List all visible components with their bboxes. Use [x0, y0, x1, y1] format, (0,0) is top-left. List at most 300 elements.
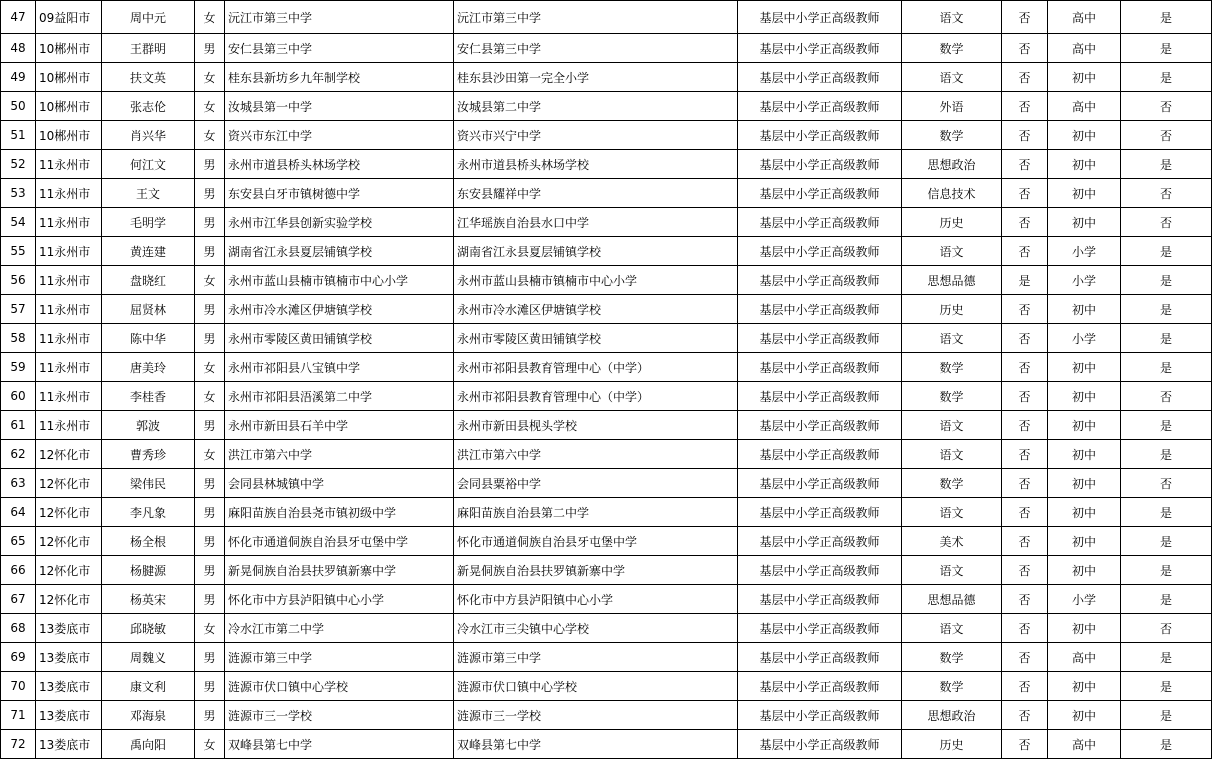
cell-subject: 历史 [902, 208, 1002, 237]
cell-name: 唐美玲 [102, 353, 195, 382]
cell-current-school: 汝城县第一中学 [225, 92, 454, 121]
cell-flag-a: 否 [1002, 208, 1048, 237]
cell-flag-a: 否 [1002, 701, 1048, 730]
cell-title-category: 基层中小学正高级教师 [738, 179, 902, 208]
cell-subject: 语文 [902, 498, 1002, 527]
cell-city: 12怀化市 [36, 440, 102, 469]
cell-row-number: 70 [1, 672, 36, 701]
cell-flag-b: 否 [1121, 121, 1212, 150]
cell-subject: 思想政治 [902, 701, 1002, 730]
cell-city: 13娄底市 [36, 672, 102, 701]
cell-title-category: 基层中小学正高级教师 [738, 121, 902, 150]
cell-gender: 女 [195, 63, 225, 92]
cell-name: 肖兴华 [102, 121, 195, 150]
cell-original-school: 怀化市通道侗族自治县牙屯堡中学 [454, 527, 738, 556]
cell-school-level: 高中 [1048, 34, 1121, 63]
cell-city: 11永州市 [36, 353, 102, 382]
cell-name: 王文 [102, 179, 195, 208]
cell-city: 10郴州市 [36, 92, 102, 121]
cell-name: 黄连建 [102, 237, 195, 266]
cell-city: 11永州市 [36, 237, 102, 266]
cell-flag-b: 是 [1121, 672, 1212, 701]
cell-school-level: 初中 [1048, 121, 1121, 150]
cell-current-school: 永州市祁阳县浯溪第二中学 [225, 382, 454, 411]
cell-flag-a: 是 [1002, 266, 1048, 295]
cell-name: 周中元 [102, 1, 195, 34]
cell-name: 梁伟民 [102, 469, 195, 498]
cell-row-number: 62 [1, 440, 36, 469]
cell-current-school: 涟源市三一学校 [225, 701, 454, 730]
cell-name: 李凡象 [102, 498, 195, 527]
cell-school-level: 高中 [1048, 730, 1121, 759]
cell-subject: 思想品德 [902, 266, 1002, 295]
cell-flag-a: 否 [1002, 498, 1048, 527]
cell-flag-b: 是 [1121, 266, 1212, 295]
cell-row-number: 59 [1, 353, 36, 382]
cell-flag-a: 否 [1002, 556, 1048, 585]
cell-gender: 女 [195, 121, 225, 150]
cell-gender: 男 [195, 34, 225, 63]
cell-school-level: 初中 [1048, 701, 1121, 730]
cell-city: 11永州市 [36, 295, 102, 324]
cell-row-number: 56 [1, 266, 36, 295]
table-row [1, 324, 1212, 353]
cell-name: 盘晓红 [102, 266, 195, 295]
cell-flag-b: 是 [1121, 295, 1212, 324]
cell-current-school: 麻阳苗族自治县尧市镇初级中学 [225, 498, 454, 527]
cell-title-category: 基层中小学正高级教师 [738, 585, 902, 614]
cell-school-level: 初中 [1048, 411, 1121, 440]
cell-title-category: 基层中小学正高级教师 [738, 266, 902, 295]
cell-row-number: 65 [1, 527, 36, 556]
cell-city: 12怀化市 [36, 585, 102, 614]
cell-title-category: 基层中小学正高级教师 [738, 208, 902, 237]
cell-city: 10郴州市 [36, 63, 102, 92]
cell-flag-a: 否 [1002, 527, 1048, 556]
cell-name: 李桂香 [102, 382, 195, 411]
cell-original-school: 双峰县第七中学 [454, 730, 738, 759]
cell-flag-a: 否 [1002, 672, 1048, 701]
cell-subject: 语文 [902, 614, 1002, 643]
cell-flag-b: 是 [1121, 63, 1212, 92]
cell-row-number: 64 [1, 498, 36, 527]
cell-name: 杨英宋 [102, 585, 195, 614]
cell-city: 13娄底市 [36, 643, 102, 672]
cell-row-number: 69 [1, 643, 36, 672]
table-row [1, 527, 1212, 556]
cell-subject: 历史 [902, 730, 1002, 759]
cell-title-category: 基层中小学正高级教师 [738, 353, 902, 382]
cell-title-category: 基层中小学正高级教师 [738, 63, 902, 92]
cell-flag-a: 否 [1002, 353, 1048, 382]
cell-row-number: 52 [1, 150, 36, 179]
cell-row-number: 61 [1, 411, 36, 440]
cell-gender: 女 [195, 353, 225, 382]
cell-current-school: 资兴市东江中学 [225, 121, 454, 150]
cell-title-category: 基层中小学正高级教师 [738, 556, 902, 585]
cell-school-level: 高中 [1048, 92, 1121, 121]
cell-flag-a: 否 [1002, 295, 1048, 324]
cell-school-level: 初中 [1048, 150, 1121, 179]
cell-row-number: 49 [1, 63, 36, 92]
cell-name: 曹秀珍 [102, 440, 195, 469]
table-row [1, 701, 1212, 730]
table-row [1, 295, 1212, 324]
cell-row-number: 53 [1, 179, 36, 208]
cell-current-school: 永州市冷水滩区伊塘镇学校 [225, 295, 454, 324]
cell-original-school: 永州市祁阳县教育管理中心（中学） [454, 382, 738, 411]
cell-current-school: 永州市祁阳县八宝镇中学 [225, 353, 454, 382]
cell-flag-a: 否 [1002, 440, 1048, 469]
cell-flag-b: 是 [1121, 527, 1212, 556]
cell-current-school: 洪江市第六中学 [225, 440, 454, 469]
cell-city: 09益阳市 [36, 1, 102, 34]
cell-subject: 思想品德 [902, 585, 1002, 614]
cell-current-school: 东安县白牙市镇树德中学 [225, 179, 454, 208]
table-row [1, 730, 1212, 759]
cell-current-school: 怀化市中方县泸阳镇中心小学 [225, 585, 454, 614]
cell-school-level: 小学 [1048, 266, 1121, 295]
cell-city: 12怀化市 [36, 498, 102, 527]
cell-title-category: 基层中小学正高级教师 [738, 498, 902, 527]
cell-city: 12怀化市 [36, 556, 102, 585]
table-row [1, 34, 1212, 63]
table-row [1, 92, 1212, 121]
cell-name: 张志伦 [102, 92, 195, 121]
cell-city: 11永州市 [36, 208, 102, 237]
table-row [1, 208, 1212, 237]
cell-original-school: 涟源市第三中学 [454, 643, 738, 672]
cell-flag-b: 否 [1121, 92, 1212, 121]
cell-title-category: 基层中小学正高级教师 [738, 237, 902, 266]
cell-row-number: 72 [1, 730, 36, 759]
cell-school-level: 初中 [1048, 469, 1121, 498]
cell-original-school: 新晃侗族自治县扶罗镇新寨中学 [454, 556, 738, 585]
cell-city: 11永州市 [36, 266, 102, 295]
cell-gender: 男 [195, 498, 225, 527]
cell-row-number: 47 [1, 1, 36, 34]
cell-school-level: 小学 [1048, 585, 1121, 614]
cell-school-level: 初中 [1048, 498, 1121, 527]
table-row [1, 440, 1212, 469]
cell-subject: 语文 [902, 1, 1002, 34]
cell-flag-a: 否 [1002, 643, 1048, 672]
table-row [1, 266, 1212, 295]
cell-city: 13娄底市 [36, 614, 102, 643]
table-row [1, 121, 1212, 150]
cell-row-number: 60 [1, 382, 36, 411]
cell-original-school: 湖南省江永县夏层铺镇学校 [454, 237, 738, 266]
cell-row-number: 66 [1, 556, 36, 585]
cell-title-category: 基层中小学正高级教师 [738, 295, 902, 324]
cell-city: 11永州市 [36, 179, 102, 208]
cell-subject: 数学 [902, 121, 1002, 150]
cell-flag-a: 否 [1002, 92, 1048, 121]
cell-school-level: 高中 [1048, 643, 1121, 672]
cell-gender: 男 [195, 179, 225, 208]
cell-flag-a: 否 [1002, 237, 1048, 266]
cell-school-level: 初中 [1048, 556, 1121, 585]
cell-gender: 女 [195, 614, 225, 643]
cell-original-school: 永州市新田县枧头学校 [454, 411, 738, 440]
cell-flag-b: 是 [1121, 324, 1212, 353]
cell-school-level: 初中 [1048, 440, 1121, 469]
cell-flag-b: 是 [1121, 34, 1212, 63]
cell-flag-a: 否 [1002, 411, 1048, 440]
cell-title-category: 基层中小学正高级教师 [738, 643, 902, 672]
cell-title-category: 基层中小学正高级教师 [738, 469, 902, 498]
cell-flag-b: 是 [1121, 730, 1212, 759]
cell-name: 陈中华 [102, 324, 195, 353]
table-row [1, 672, 1212, 701]
cell-name: 屈贤林 [102, 295, 195, 324]
cell-gender: 男 [195, 469, 225, 498]
cell-row-number: 67 [1, 585, 36, 614]
cell-subject: 数学 [902, 353, 1002, 382]
cell-flag-a: 否 [1002, 179, 1048, 208]
cell-subject: 语文 [902, 440, 1002, 469]
cell-original-school: 沅江市第三中学 [454, 1, 738, 34]
cell-subject: 语文 [902, 556, 1002, 585]
cell-original-school: 冷水江市三尖镇中心学校 [454, 614, 738, 643]
cell-gender: 男 [195, 643, 225, 672]
cell-subject: 数学 [902, 672, 1002, 701]
cell-city: 11永州市 [36, 411, 102, 440]
cell-original-school: 永州市冷水滩区伊塘镇学校 [454, 295, 738, 324]
table-row [1, 1, 1212, 34]
cell-city: 12怀化市 [36, 469, 102, 498]
cell-subject: 数学 [902, 34, 1002, 63]
table-body [1, 1, 1212, 759]
cell-subject: 数学 [902, 382, 1002, 411]
table-row [1, 353, 1212, 382]
cell-flag-b: 是 [1121, 440, 1212, 469]
cell-school-level: 初中 [1048, 295, 1121, 324]
cell-subject: 信息技术 [902, 179, 1002, 208]
cell-title-category: 基层中小学正高级教师 [738, 382, 902, 411]
cell-current-school: 永州市新田县石羊中学 [225, 411, 454, 440]
cell-subject: 美术 [902, 527, 1002, 556]
cell-flag-a: 否 [1002, 150, 1048, 179]
cell-name: 郭波 [102, 411, 195, 440]
cell-flag-b: 否 [1121, 382, 1212, 411]
table-row [1, 469, 1212, 498]
cell-city: 10郴州市 [36, 34, 102, 63]
cell-row-number: 63 [1, 469, 36, 498]
cell-subject: 历史 [902, 295, 1002, 324]
cell-current-school: 怀化市通道侗族自治县牙屯堡中学 [225, 527, 454, 556]
cell-gender: 女 [195, 730, 225, 759]
cell-original-school: 永州市祁阳县教育管理中心（中学） [454, 353, 738, 382]
cell-subject: 语文 [902, 237, 1002, 266]
table-row [1, 585, 1212, 614]
cell-flag-a: 否 [1002, 469, 1048, 498]
cell-current-school: 涟源市伏口镇中心学校 [225, 672, 454, 701]
cell-title-category: 基层中小学正高级教师 [738, 34, 902, 63]
cell-name: 邓海泉 [102, 701, 195, 730]
cell-school-level: 初中 [1048, 63, 1121, 92]
cell-original-school: 永州市零陵区黄田铺镇学校 [454, 324, 738, 353]
cell-row-number: 51 [1, 121, 36, 150]
cell-subject: 语文 [902, 324, 1002, 353]
cell-original-school: 麻阳苗族自治县第二中学 [454, 498, 738, 527]
cell-current-school: 桂东县新坊乡九年制学校 [225, 63, 454, 92]
cell-school-level: 初中 [1048, 208, 1121, 237]
cell-row-number: 48 [1, 34, 36, 63]
table-row [1, 237, 1212, 266]
table-row [1, 498, 1212, 527]
cell-flag-a: 否 [1002, 63, 1048, 92]
cell-gender: 男 [195, 324, 225, 353]
cell-gender: 男 [195, 237, 225, 266]
cell-row-number: 57 [1, 295, 36, 324]
cell-current-school: 沅江市第三中学 [225, 1, 454, 34]
cell-subject: 思想政治 [902, 150, 1002, 179]
cell-flag-a: 否 [1002, 1, 1048, 34]
cell-original-school: 永州市蓝山县楠市镇楠市中心小学 [454, 266, 738, 295]
table-row [1, 150, 1212, 179]
cell-city: 13娄底市 [36, 730, 102, 759]
cell-current-school: 永州市蓝山县楠市镇楠市中心小学 [225, 266, 454, 295]
cell-name: 王群明 [102, 34, 195, 63]
cell-school-level: 初中 [1048, 672, 1121, 701]
cell-gender: 男 [195, 208, 225, 237]
cell-name: 杨腱源 [102, 556, 195, 585]
cell-gender: 女 [195, 266, 225, 295]
cell-row-number: 68 [1, 614, 36, 643]
cell-original-school: 永州市道县桥头林场学校 [454, 150, 738, 179]
cell-gender: 男 [195, 585, 225, 614]
cell-row-number: 71 [1, 701, 36, 730]
cell-name: 何江文 [102, 150, 195, 179]
cell-school-level: 初中 [1048, 353, 1121, 382]
cell-original-school: 怀化市中方县泸阳镇中心小学 [454, 585, 738, 614]
cell-subject: 外语 [902, 92, 1002, 121]
cell-school-level: 小学 [1048, 237, 1121, 266]
cell-current-school: 安仁县第三中学 [225, 34, 454, 63]
cell-original-school: 桂东县沙田第一完全小学 [454, 63, 738, 92]
table-row [1, 614, 1212, 643]
cell-name: 邱晓敏 [102, 614, 195, 643]
cell-flag-b: 是 [1121, 237, 1212, 266]
cell-title-category: 基层中小学正高级教师 [738, 440, 902, 469]
cell-original-school: 江华瑶族自治县水口中学 [454, 208, 738, 237]
cell-name: 扶文英 [102, 63, 195, 92]
cell-title-category: 基层中小学正高级教师 [738, 92, 902, 121]
cell-current-school: 湖南省江永县夏层铺镇学校 [225, 237, 454, 266]
cell-city: 11永州市 [36, 150, 102, 179]
cell-school-level: 初中 [1048, 382, 1121, 411]
cell-flag-b: 是 [1121, 1, 1212, 34]
table-row [1, 63, 1212, 92]
cell-school-level: 高中 [1048, 1, 1121, 34]
cell-title-category: 基层中小学正高级教师 [738, 730, 902, 759]
cell-flag-a: 否 [1002, 121, 1048, 150]
cell-current-school: 冷水江市第二中学 [225, 614, 454, 643]
cell-name: 周魏义 [102, 643, 195, 672]
cell-original-school: 资兴市兴宁中学 [454, 121, 738, 150]
cell-row-number: 58 [1, 324, 36, 353]
cell-current-school: 永州市道县桥头林场学校 [225, 150, 454, 179]
cell-flag-b: 否 [1121, 179, 1212, 208]
table-row [1, 556, 1212, 585]
cell-title-category: 基层中小学正高级教师 [738, 150, 902, 179]
cell-subject: 数学 [902, 469, 1002, 498]
table-row [1, 643, 1212, 672]
cell-current-school: 永州市江华县创新实验学校 [225, 208, 454, 237]
table-row [1, 382, 1212, 411]
cell-row-number: 54 [1, 208, 36, 237]
cell-flag-a: 否 [1002, 324, 1048, 353]
cell-original-school: 涟源市伏口镇中心学校 [454, 672, 738, 701]
cell-original-school: 涟源市三一学校 [454, 701, 738, 730]
cell-flag-a: 否 [1002, 614, 1048, 643]
table-row [1, 179, 1212, 208]
cell-gender: 女 [195, 92, 225, 121]
cell-flag-a: 否 [1002, 730, 1048, 759]
cell-flag-b: 是 [1121, 556, 1212, 585]
cell-title-category: 基层中小学正高级教师 [738, 701, 902, 730]
cell-current-school: 涟源市第三中学 [225, 643, 454, 672]
cell-school-level: 小学 [1048, 324, 1121, 353]
cell-gender: 男 [195, 701, 225, 730]
cell-city: 11永州市 [36, 324, 102, 353]
cell-row-number: 55 [1, 237, 36, 266]
cell-name: 禹向阳 [102, 730, 195, 759]
cell-city: 11永州市 [36, 382, 102, 411]
table-row [1, 411, 1212, 440]
cell-gender: 男 [195, 150, 225, 179]
cell-title-category: 基层中小学正高级教师 [738, 411, 902, 440]
cell-city: 13娄底市 [36, 701, 102, 730]
cell-current-school: 会同县林城镇中学 [225, 469, 454, 498]
cell-name: 毛明学 [102, 208, 195, 237]
cell-gender: 男 [195, 295, 225, 324]
cell-flag-b: 是 [1121, 353, 1212, 382]
cell-flag-a: 否 [1002, 382, 1048, 411]
cell-flag-a: 否 [1002, 585, 1048, 614]
cell-gender: 男 [195, 411, 225, 440]
cell-school-level: 初中 [1048, 179, 1121, 208]
cell-original-school: 汝城县第二中学 [454, 92, 738, 121]
cell-title-category: 基层中小学正高级教师 [738, 614, 902, 643]
cell-original-school: 安仁县第三中学 [454, 34, 738, 63]
cell-original-school: 会同县粟裕中学 [454, 469, 738, 498]
cell-flag-a: 否 [1002, 34, 1048, 63]
cell-gender: 女 [195, 382, 225, 411]
cell-current-school: 新晃侗族自治县扶罗镇新寨中学 [225, 556, 454, 585]
cell-gender: 女 [195, 440, 225, 469]
cell-flag-b: 是 [1121, 498, 1212, 527]
cell-flag-b: 是 [1121, 150, 1212, 179]
cell-flag-b: 否 [1121, 208, 1212, 237]
cell-subject: 语文 [902, 63, 1002, 92]
cell-title-category: 基层中小学正高级教师 [738, 527, 902, 556]
cell-title-category: 基层中小学正高级教师 [738, 324, 902, 353]
cell-original-school: 洪江市第六中学 [454, 440, 738, 469]
cell-current-school: 双峰县第七中学 [225, 730, 454, 759]
cell-original-school: 东安县耀祥中学 [454, 179, 738, 208]
cell-row-number: 50 [1, 92, 36, 121]
cell-name: 杨全根 [102, 527, 195, 556]
cell-subject: 数学 [902, 643, 1002, 672]
cell-name: 康文利 [102, 672, 195, 701]
cell-subject: 语文 [902, 411, 1002, 440]
cell-school-level: 初中 [1048, 527, 1121, 556]
cell-school-level: 初中 [1048, 614, 1121, 643]
cell-title-category: 基层中小学正高级教师 [738, 1, 902, 34]
cell-city: 10郴州市 [36, 121, 102, 150]
